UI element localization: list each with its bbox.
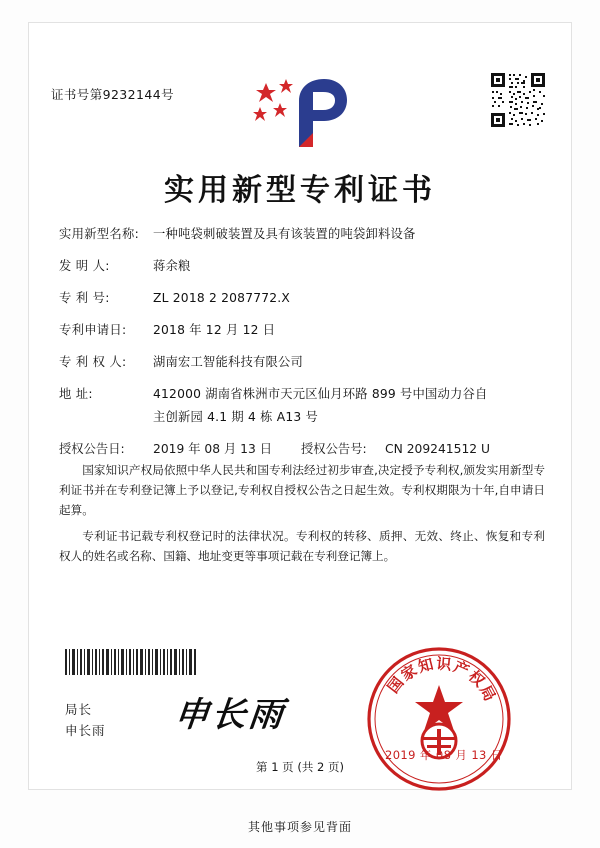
field-list [59,225,543,469]
legal-body-text [59,461,545,573]
field-value-line2: 主创新园 4.1 期 4 栋 A13 号 [153,410,318,425]
handwritten-signature: 申长雨 [172,695,288,735]
field-patent-number [59,289,543,308]
certificate-frame [28,22,572,790]
field-utility-model-name [59,225,543,244]
patent-star-emblem-icon [29,75,571,153]
field-value: ZL 2018 2 2087772.X [153,291,291,306]
field-label: 实用新型名称: [59,227,140,241]
legal-paragraph-2: 专利证书记载专利权登记时的法律状况。专利权的转移、质押、无效、终止、恢复和专利权人的姓名或名称、国籍、地址变更等事项记载在专利登记簿上。 [59,528,545,563]
field-label: 地 址: [59,387,93,402]
svg-text:识: 识 [435,654,453,674]
signature-title: 局长 [65,702,93,717]
footer-note: 其他事项参见背面 [247,820,352,834]
page-title: 实用新型专利证书 [164,173,436,208]
svg-text:知: 知 [416,655,436,677]
field-patentee [59,353,543,372]
svg-text:产: 产 [450,657,472,681]
field-label: 授权公告日: [59,442,125,457]
field-grant-row [59,440,543,459]
field-value: 2018 年 12 月 12 日 [153,323,276,338]
field-value: 一种吨袋刺破装置及具有该装置的吨袋卸料设备 [153,227,416,241]
signature-label [65,699,106,742]
svg-text:家: 家 [397,661,421,685]
page-indicator: 第 1 页 (共 2 页) [256,760,344,774]
field-grant-date [59,440,301,459]
field-address [59,385,543,427]
svg-text:权: 权 [464,667,489,691]
legal-paragraph-1: 国家知识产权局依照中华人民共和国专利法经过初步审查,决定授予专利权,颁发实用新型专利证书并在专利登记簿上予以登记,专利权自授权公告之日起生效。专利权期限为十年,自申请日起算。 [59,463,545,517]
field-label: 专 利 号: [59,291,110,306]
barcode-icon [65,649,197,675]
field-label: 专 利 权 人: [59,355,127,370]
svg-text:国: 国 [383,673,408,697]
field-application-date [59,321,543,340]
certificate-number: 证书号第9232144号 [51,87,174,102]
field-value: 2019 年 08 月 13 日 [153,442,273,457]
field-value: 蒋余粮 [153,259,191,274]
field-value: 412000 湖南省株洲市天元区仙月环路 899 号中国动力谷自 [153,387,488,402]
field-label: 发 明 人: [59,259,110,274]
field-grant-publication-number [301,440,543,459]
field-label: 授权公告号: [301,442,367,457]
seal-date: 2019 年 08 月 13 日 [385,748,503,762]
svg-text:局: 局 [476,682,500,705]
field-value: 湖南宏工智能科技有限公司 [153,355,303,370]
signature-name: 申长雨 [65,723,106,739]
field-label: 专利申请日: [59,323,127,338]
field-inventor [59,257,543,276]
field-value: CN 209241512 U [385,442,491,457]
